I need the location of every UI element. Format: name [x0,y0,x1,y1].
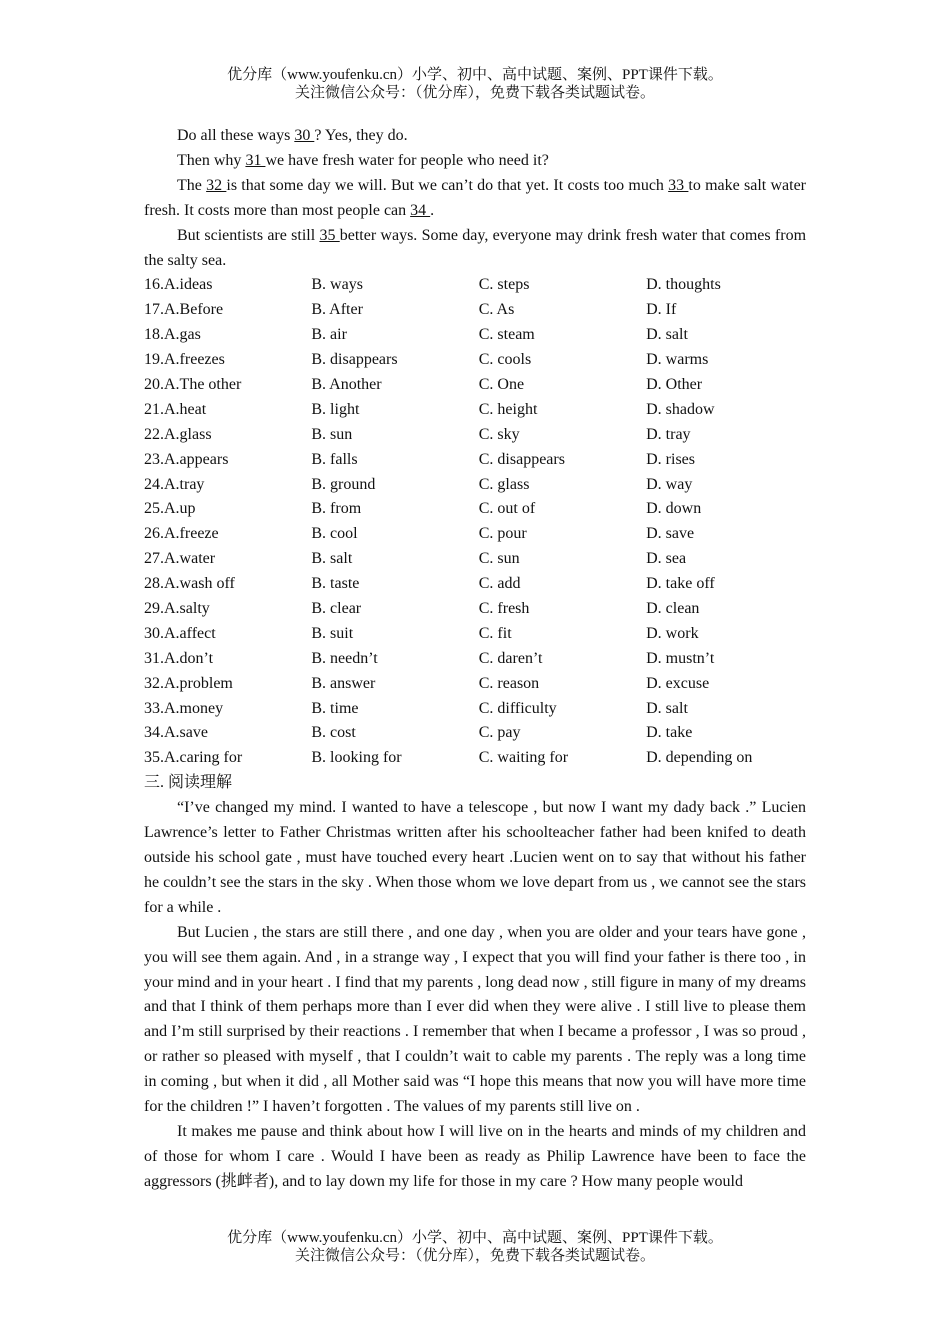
option-d: D. work [646,624,699,642]
option-d: D. warms [646,351,709,369]
text: But scientists are still [177,226,320,244]
option-c: C. disappears [478,450,565,468]
text: better ways. Some day, everyone may drink fresh water that comes from the salty sea. [144,226,807,269]
option-d: D. save [646,525,695,543]
option-a: 33.A.money [144,699,224,717]
option-d: D. mustn’t [646,649,715,667]
page-content [144,124,806,1195]
option-c: C. waiting for [478,749,569,767]
reading-paragraph-3: It makes me pause and think about how I will live on in the hearts and minds of my children and of those for whom I care . Would I have been as ready as Philip Lawrence have been to face the aggressors (挑衅者), and to lay down my life for those in my care ? How many people would [144,1122,806,1190]
option-c: C. cools [478,351,532,369]
option-b: B. from [311,500,362,518]
option-c: C. steam [478,326,535,344]
option-b: B. Another [311,376,382,393]
option-row [144,348,806,373]
text: is that some day we will. But we can’t do that yet. It costs too much [226,176,669,194]
passage-paragraph-3 [144,174,806,224]
text: Then why [177,151,246,169]
option-row [144,746,806,771]
option-b: B. disappears [311,351,398,369]
option-a: 21.A.heat [144,400,207,418]
options-table [144,273,806,771]
option-row [144,398,806,423]
option-row [144,597,806,622]
option-row [144,473,806,498]
header-line-2: 关注微信公众号：（优分库），免费下载各类试题试卷。 [294,85,655,101]
text: we have fresh water for people who need it? [265,151,549,169]
option-row [144,522,806,547]
option-b: B. ground [311,475,376,493]
option-c: C. pay [478,724,521,742]
option-c: C. steps [478,276,530,294]
option-c: C. height [478,400,538,418]
option-d: D. excuse [646,674,710,692]
option-c: C. difficulty [478,699,557,717]
option-a: 16.A.ideas [144,276,213,294]
option-d: D. depending on [646,749,753,767]
option-a: 18.A.gas [144,326,201,344]
passage-paragraph-2 [144,149,806,174]
option-b: B. light [311,400,360,418]
option-a: 20.A.The other [144,376,242,393]
option-b: B. air [311,326,347,344]
option-row [144,672,806,697]
option-c: C. glass [478,475,530,493]
page-footer [0,1229,950,1265]
option-a: 34.A.save [144,724,208,742]
option-b: B. cool [311,525,358,543]
option-a: 17.A.Before [144,301,224,319]
blank-30: 30 [294,127,315,144]
option-b: B. looking for [311,749,402,767]
option-a: 30.A.affect [144,624,216,642]
option-b: B. clear [311,600,362,618]
option-c: C. One [478,376,525,393]
page-header [0,66,950,102]
blank-31: 31 [245,151,266,169]
passage-paragraph-1 [144,124,806,149]
option-d: D. tray [646,425,691,443]
text: ? Yes, they do. [314,127,408,144]
option-a: 23.A.appears [144,450,229,468]
option-b: B. After [311,301,363,319]
passage-paragraph-4 [144,224,806,274]
option-b: B. salt [311,550,353,568]
option-d: D. clean [646,600,700,618]
option-a: 27.A.water [144,550,216,568]
option-row [144,323,806,348]
option-b: B. falls [311,450,358,468]
option-row [144,622,806,647]
section-title: 三. 阅读理解 [144,774,233,792]
option-a: 29.A.salty [144,600,210,618]
option-a: 28.A.wash off [144,575,235,593]
option-d: D. If [646,301,677,319]
text: to make salt water fresh. It costs more than most people can [144,176,807,219]
option-c: C. fresh [478,600,530,618]
option-b: B. suit [311,624,354,642]
option-a: 22.A.glass [144,425,212,443]
option-a: 19.A.freezes [144,351,225,369]
option-c: C. add [478,575,521,593]
option-row [144,721,806,746]
option-c: C. As [478,301,515,319]
reading-paragraph-2: But Lucien , the stars are still there , and one day , when you are older and your tears have gone , you will see them again. And , in a strange way , I expect that you will find your father is there too , in your mind and in your heart . I find that my parents , long dead now , still figure in many of my dreams and that I think of them perhaps more than I ever did when they were alive . I still live to please them and I’m still surprised by their reactions . I remember that when I became a professor , I was so proud , or rather so pleased with myself , that I couldn’t wait to cable my parents . The reply was a long time in coming , but when it did , all Mother said was “I hope this means that now you will have more time for the children !” I haven’t forgotten . The values of my parents still live on . [144,923,806,1116]
option-row [144,497,806,522]
option-b: B. time [311,699,359,717]
option-d: D. down [646,500,702,518]
option-a: 32.A.problem [144,674,233,692]
text: . [430,201,435,219]
option-b: B. sun [311,425,353,443]
option-d: D. sea [646,550,687,568]
option-d: D. Other [646,376,703,393]
option-d: D. take off [646,575,715,593]
option-d: D. way [646,475,693,493]
option-c: C. reason [478,674,540,692]
blank-35: 35 [319,226,340,244]
footer-line-1: 优分库（www.youfenku.cn）小学、初中、高中试题、案例、PPT课件下载。 [227,1230,723,1246]
option-row [144,373,806,398]
option-b: B. needn’t [311,649,378,667]
option-c: C. sun [478,550,520,568]
option-a: 24.A.tray [144,475,205,493]
reading-paragraph-1: “I’ve changed my mind. I wanted to have a telescope , but now I want my dady back .” Lucien Lawrence’s letter to Father Christmas written after his schoolteacher father had been knifed to death outside his school gate , must have touched every heart .Lucien went on to say that without his father he couldn’t see the stars in the sky . When those whom we love depart from us , we cannot see the stars for a while . [144,799,806,916]
option-c: C. sky [478,425,520,443]
text: The [177,176,207,194]
option-b: B. ways [311,276,363,294]
option-b: B. answer [311,674,376,692]
option-c: C. daren’t [478,649,543,667]
option-d: D. salt [646,326,688,344]
option-a: 25.A.up [144,500,196,518]
option-row [144,423,806,448]
option-row [144,572,806,597]
option-d: D. salt [646,699,688,717]
text: Do all these ways [177,127,295,144]
blank-34: 34 [410,201,431,219]
option-c: C. fit [478,624,512,642]
option-b: B. cost [311,724,356,742]
option-row [144,448,806,473]
option-b: B. taste [311,575,360,593]
option-d: D. take [646,724,693,742]
option-row [144,273,806,298]
option-c: C. out of [478,500,536,518]
option-c: C. pour [478,525,527,543]
option-row [144,298,806,323]
option-d: D. thoughts [646,276,721,294]
blank-33: 33 [668,176,689,194]
footer-line-2: 关注微信公众号：（优分库），免费下载各类试题试卷。 [294,1248,655,1264]
option-d: D. rises [646,450,696,468]
option-a: 31.A.don’t [144,649,214,667]
option-row [144,697,806,722]
option-a: 35.A.caring for [144,749,243,767]
option-a: 26.A.freeze [144,525,219,543]
option-row [144,547,806,572]
option-d: D. shadow [646,400,715,418]
header-line-1: 优分库（www.youfenku.cn）小学、初中、高中试题、案例、PPT课件下载。 [227,67,723,83]
option-row [144,647,806,672]
blank-32: 32 [206,176,227,194]
